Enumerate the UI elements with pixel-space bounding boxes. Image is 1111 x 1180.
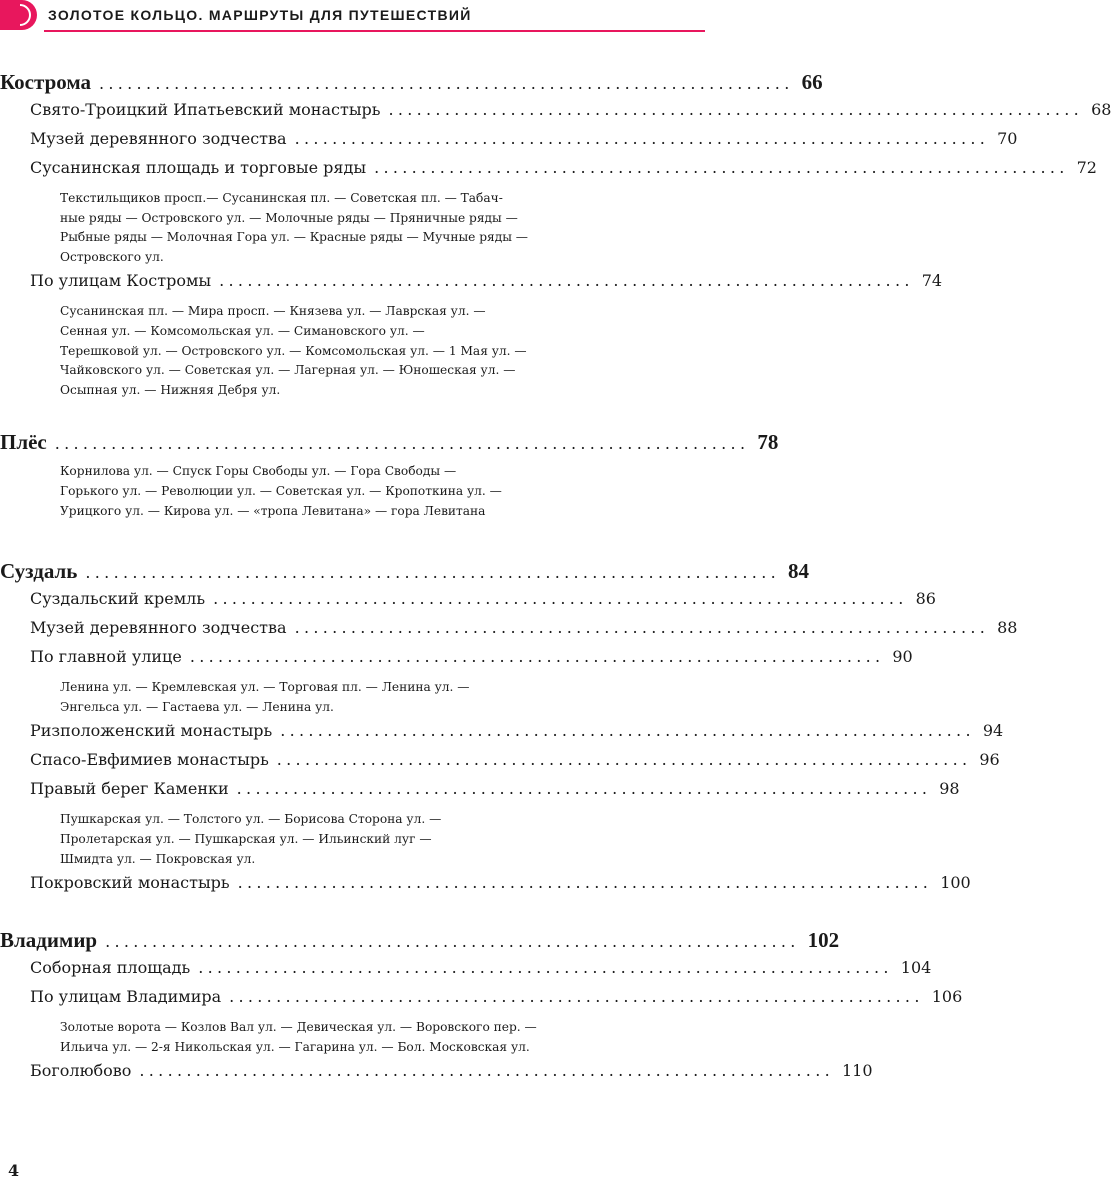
book-title: ЗОЛОТОЕ КОЛЬЦО. МАРШРУТЫ ДЛЯ ПУТЕШЕСТВИЙ [48,7,472,23]
dot-leader: .......................................................................... [236,779,932,799]
toc-entry[interactable] [0,1061,873,1090]
dot-leader: .......................................................................... [213,589,908,609]
entry-title: Покровский монастырь [30,873,230,893]
street-line: Золотые ворота — Козлов Вал ул. — Девическая ул. — Воровского пер. — [60,1020,537,1035]
toc-entry[interactable] [0,750,1000,779]
entry-title: Свято-Троицкий Ипатьевский монастырь [30,100,381,119]
toc-chapter-kostroma[interactable] [0,70,823,100]
toc-chapter-vladimir[interactable] [0,928,840,958]
dot-leader: .......................................................................... [280,721,975,741]
page-ref: 74 [921,271,943,291]
dot-leader: .......................................................................... [294,129,990,148]
entry-title: По главной улице [30,647,182,667]
section-gap [0,404,705,430]
chapter-title: Суздаль [0,559,78,584]
entry-title: Сусанинская площадь и торговые ряды [30,158,367,177]
toc-entry[interactable] [0,618,1018,647]
dot-leader: .......................................................................... [374,158,1069,177]
toc-chapter-ples[interactable] [0,430,779,460]
chapter-title: Кострома [0,70,92,94]
dot-leader: .......................................................................... [237,873,933,893]
chapter-title: Владимир [0,928,98,953]
page-ref: 110 [841,1061,873,1081]
dot-leader: .......................................................................... [388,100,1084,119]
page-ref: 96 [979,750,1000,770]
page-ref: 84 [787,559,809,584]
street-line: Пушкарская ул. — Толстого ул. — Борисова Сторона ул. — [60,812,442,827]
page-ref: 106 [931,987,963,1007]
entry-title: Ризположенский монастырь [30,721,273,741]
page-ref: 90 [892,647,913,667]
dot-leader: .......................................................................... [276,750,972,770]
route-streets [0,1018,705,1057]
entry-title: Боголюбово [30,1061,132,1081]
section-gap [0,902,705,928]
toc-entry[interactable] [0,100,1111,129]
street-line: Корнилова ул. — Спуск Горы Свободы ул. — Гора Свободы — [60,464,457,479]
toc-entry[interactable] [0,647,913,676]
toc-entry[interactable] [0,589,936,618]
entry-title: Правый берег Каменки [30,779,229,799]
entry-title: Соборная площадь [30,958,191,978]
toc-entry[interactable] [0,721,1004,750]
page-ref: 66 [801,70,823,94]
dot-leader: .......................................................................... [139,1061,834,1081]
street-line: Островского ул. [60,249,164,264]
street-line: Горького ул. — Революции ул. — Советская ул. — Кропоткина ул. — [60,483,502,498]
entry-title: По улицам Владимира [30,987,222,1007]
street-line: Рыбные ряды — Молочная Гора ул. — Красные ряды — Мучные ряды — [60,230,528,245]
street-line: Сенная ул. — Комсомольская ул. — Симановского ул. — [60,323,425,338]
page-ref: 98 [939,779,960,799]
dot-leader: .......................................................................... [229,987,924,1007]
page-ref: 78 [757,430,779,455]
route-streets [0,302,705,400]
toc-entry[interactable] [0,779,960,808]
toc-entry[interactable] [0,958,932,987]
street-line: Урицкого ул. — Кирова ул. — «тропа Левитана» — гора Левитана [60,503,486,518]
page-ref: 104 [900,958,932,978]
street-line: Осыпная ул. — Нижняя Дебря ул. [60,382,281,397]
entry-title: По улицам Костромы [30,271,212,291]
toc-entry[interactable] [0,271,943,300]
dot-leader: .......................................................................... [294,618,990,638]
entry-title: Музей деревянного зодчества [30,129,287,148]
page-ref: 72 [1076,158,1097,177]
route-streets [0,810,705,869]
page-ref: 102 [807,928,840,953]
table-of-contents [0,70,1111,1090]
dot-leader: .......................................................................... [99,74,794,93]
dot-leader: .......................................................................... [198,958,893,978]
street-line: Чайковского ул. — Советская ул. — Лагерная ул. — Юношеская ул. — [60,363,516,378]
street-line: ные ряды — Островского ул. — Молочные ряды — Пряничные ряды — [60,210,518,225]
route-streets [0,462,705,521]
page-ref: 86 [915,589,936,609]
toc-chapter-suzdal[interactable] [0,559,809,589]
dot-leader: .......................................................................... [189,647,885,667]
dot-leader: .......................................................................... [105,932,800,952]
running-header [0,0,705,34]
section-gap [0,525,705,559]
red-tab-icon [0,0,36,30]
route-streets [0,189,705,267]
page-number: 4 [8,1161,20,1180]
toc-entry[interactable] [0,158,1097,187]
street-line: Сусанинская пл. — Мира просп. — Князева ул. — Лаврская ул. — [60,304,486,319]
chapter-title: Плёс [0,430,47,455]
street-line: Шмидта ул. — Покровская ул. [60,851,256,866]
toc-entry[interactable] [0,987,963,1016]
toc-entry[interactable] [0,129,1018,158]
dot-leader: .......................................................................... [85,563,780,583]
street-line: Ленина ул. — Кремлевская ул. — Торговая пл. — Ленина ул. — [60,680,470,695]
street-line: Ильича ул. — 2-я Никольская ул. — Гагарина ул. — Бол. Московская ул. [60,1039,530,1054]
street-line: Терешковой ул. — Островского ул. — Комсомольская ул. — 1 Мая ул. — [60,343,527,358]
page-ref: 100 [940,873,971,893]
street-line: Энгельса ул. — Гастаева ул. — Ленина ул. [60,699,334,714]
toc-entry[interactable] [0,873,971,902]
page-ref: 88 [997,618,1018,638]
page-ref: 68 [1091,100,1111,119]
page-ref: 94 [982,721,1004,741]
dot-leader: .......................................................................... [219,271,914,291]
street-line: Пролетарская ул. — Пушкарская ул. — Ильинский луг — [60,831,432,846]
header-rule [44,30,705,32]
entry-title: Суздальский кремль [30,589,206,609]
entry-title: Спасо-Евфимиев монастырь [30,750,269,770]
street-line: Текстильщиков просп.— Сусанинская пл. — Советская пл. — Табач- [60,191,503,205]
entry-title: Музей деревянного зодчества [30,618,287,638]
page-ref: 70 [997,129,1018,148]
dot-leader: .......................................................................... [54,434,750,454]
route-streets [0,678,705,717]
